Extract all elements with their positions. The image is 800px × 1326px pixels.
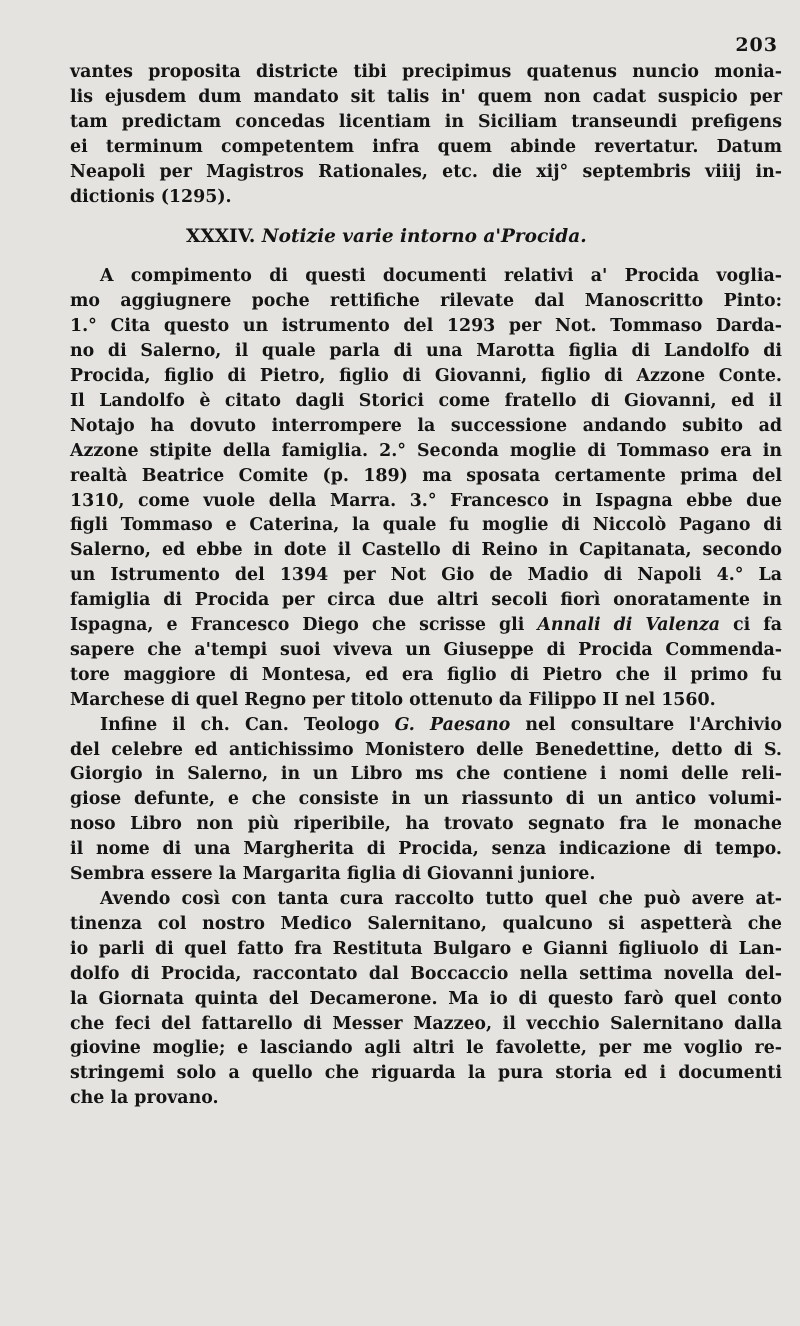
text-line: un Istrumento del 1394 per Not Gio de Madio di Napoli 4.° La: [70, 565, 782, 586]
text-line: tam predictam concedas licentiam in Siciliam transeundi prefigens: [70, 111, 782, 132]
text-line: giovine moglie; e lasciando agli altri le favolette, per me voglio re-: [70, 1038, 782, 1059]
text-line: stringemi solo a quello che riguarda la pura storia ed i documenti: [70, 1063, 782, 1084]
text-line: Procida, figlio di Pietro, figlio di Giovanni, figlio di Azzone Conte.: [70, 365, 782, 386]
text-line: ei terminum competentem infra quem abinde revertatur. Datum: [70, 136, 782, 157]
text-line: io parli di quel fatto fra Restituta Bulgaro e Gianni figliuolo di Lan-: [70, 938, 782, 959]
intro-paragraph: [70, 60, 782, 209]
text-line: figli Tommaso e Caterina, la quale fu moglie di Niccolò Pagano di: [70, 515, 782, 536]
text-line: no di Salerno, il quale parla di una Marotta figlia di Landolfo di: [70, 341, 782, 362]
text-line: Neapoli per Magistros Rationales, etc. die xij° septembris viiij in-: [70, 161, 782, 182]
text-line: la Giornata quinta del Decamerone. Ma io di questo farò quel conto: [70, 988, 782, 1009]
text-line: realtà Beatrice Comite (p. 189) ma sposata certamente prima del: [70, 465, 782, 486]
text-line: A compimento di questi documenti relativi a' Procida voglia-: [100, 266, 782, 287]
text-line: sapere che a'tempi suoi viveva un Giuseppe di Procida Commenda-: [70, 639, 782, 660]
paragraph-benedettine: [70, 713, 782, 887]
text-line: 1310, come vuole della Marra. 3.° Francesco in Ispagna ebbe due: [70, 490, 782, 511]
text-line: giose defunte, e che consiste in un riassunto di un antico volumi-: [70, 789, 782, 810]
text-line: vantes proposita districte tibi precipimus quatenus nuncio monia-: [70, 62, 782, 82]
text-line: dolfo di Procida, raccontato dal Boccaccio nella settima novella del-: [70, 963, 782, 984]
text-segment: Infine il ch. Can. Teologo: [100, 714, 380, 735]
text-line: Il Landolfo è citato dagli Storici come fratello di Giovanni, ed il: [70, 390, 782, 411]
text-line: Marchese di quel Regno per titolo ottenuto da Filippo II nel 1560.: [70, 689, 716, 710]
text-line: mo aggiugnere poche rettifiche rilevate dal Manoscritto Pinto:: [70, 291, 782, 312]
text-line: Giorgio in Salerno, in un Libro ms che contiene i nomi delle reli-: [70, 764, 782, 785]
paragraph-procida-notes: [70, 264, 782, 712]
text-segment: ci fa: [733, 615, 782, 636]
text-line: famiglia di Procida per circa due altri secoli fiorì onoratamente in: [70, 590, 782, 611]
text-line: Avendo così con tanta cura raccolto tutto quel che può avere at-: [100, 889, 782, 909]
text-line: che la provano.: [70, 1088, 219, 1109]
text-line: Notajo ha dovuto interrompere la successione andando subito ad: [70, 415, 782, 436]
page-number: 203: [735, 34, 778, 56]
text-line: che feci del fattarello di Messer Mazzeo, il vecchio Salernitano dalla: [70, 1013, 782, 1034]
text-line: del celebre ed antichissimo Monistero delle Benedettine, detto di S.: [70, 739, 782, 760]
text-segment: Ispagna, e Francesco Diego che scrisse gli: [70, 615, 525, 636]
italic-title: Annali di Valenza: [537, 615, 721, 636]
text-line-lead: [70, 713, 782, 738]
text-line: dictionis (1295).: [70, 186, 232, 207]
author-name: G. Paesano: [394, 714, 511, 735]
text-line: 1.° Cita questo un istrumento del 1293 per Not. Tommaso Darda-: [70, 316, 782, 337]
text-line: tore maggiore di Montesa, ed era figlio di Pietro che il primo fu: [70, 664, 782, 685]
text-line: lis ejusdem dum mandato sit talis in' quem non cadat suspicio per: [70, 86, 782, 107]
text-line: il nome di una Margherita di Procida, senza indicazione di tempo.: [70, 839, 782, 860]
text-line: tinenza col nostro Medico Salernitano, qualcuno si aspetterà che: [70, 913, 782, 934]
section-number: XXXIV.: [186, 226, 256, 248]
paragraph-conclusion: [70, 887, 782, 1111]
text-line: noso Libro non più riperibile, ha trovato segnato fra le monache: [70, 814, 782, 835]
text-line: Sembra essere la Margarita figlia di Giovanni juniore.: [70, 864, 596, 885]
text-segment: nel consultare l'Archivio: [525, 714, 782, 735]
text-line: Salerno, ed ebbe in dote il Castello di Reino in Capitanata, secondo: [70, 540, 782, 561]
page-body: [70, 60, 782, 1111]
section-title: Notizie varie intorno a'Procida.: [261, 226, 587, 248]
section-heading: [70, 225, 782, 250]
text-line-annali: [70, 613, 782, 638]
text-line: Azzone stipite della famiglia. 2.° Seconda moglie di Tommaso era in: [70, 440, 782, 461]
